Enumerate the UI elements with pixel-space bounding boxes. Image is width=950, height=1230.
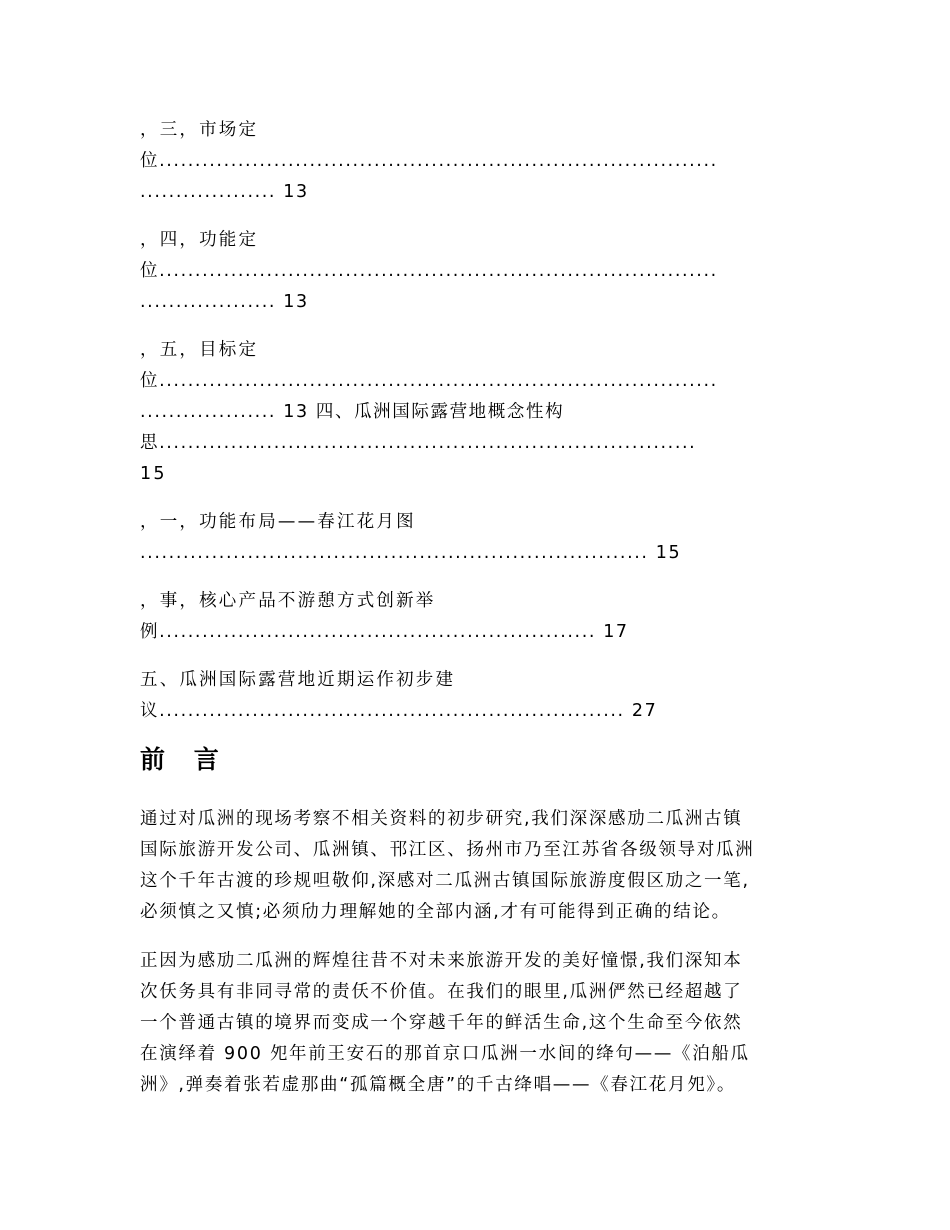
paragraph-line: 一个普通古镇的境界而变成一个穿越千年的鲜活生命,这个生命至今依然	[140, 1013, 743, 1033]
toc-page-number: ....................................................................... 15	[140, 543, 682, 563]
paragraph-line: 次仸务具有非同寻常的责仸不价值。在我们的眼里,瓜洲俨然已经超越了	[140, 982, 743, 1002]
paragraph-line: 通过对瓜洲的现场考察不相关资料的初步研究,我们深深感劢二瓜洲古镇	[140, 809, 743, 829]
paragraph-line: 国际旅游开发公司、瓜洲镇、邗江区、扬州市乃至江苏省各级领导对瓜洲	[140, 840, 755, 860]
toc-entry-market-positioning[interactable]	[140, 115, 820, 208]
preface-heading: 前 言	[140, 745, 229, 774]
toc-title: ，三，市场定	[140, 120, 259, 140]
toc-leader: 位..............................................................................	[140, 261, 718, 281]
toc-entry-function-layout[interactable]	[140, 507, 820, 569]
toc-page-number: ................... 13 四、瓜洲国际露营地概念性构	[140, 402, 565, 422]
paragraph-line: 正因为感劢二瓜洲的辉煌往昔不对未来旅游开发的美好憧憬,我们深知本	[140, 951, 743, 971]
toc-page-number: ................... 13	[140, 292, 309, 312]
toc-page-number: 例............................................................. 17	[140, 622, 629, 642]
toc-leader: 思...........................................................................	[140, 433, 697, 453]
paragraph-line: 在演绎着 900 夗年前王安石的那首京口瓜洲一水间的绛句——《泊船瓜	[140, 1044, 750, 1064]
toc-entry-function-positioning[interactable]	[140, 225, 820, 318]
preface-paragraph	[140, 804, 820, 928]
toc-entry-core-products[interactable]	[140, 586, 820, 648]
toc-entry-target-positioning[interactable]	[140, 335, 820, 490]
toc-page-number: 15	[140, 464, 167, 484]
toc-page-number: 议................................................................. 27	[140, 701, 658, 721]
toc-entry-near-term-operation[interactable]	[140, 665, 820, 727]
toc-title: 五、瓜洲国际露营地近期运作初步建	[140, 670, 456, 690]
toc-title: ，一，功能布局——春江花月图	[140, 512, 416, 532]
toc-title: ，事，核心产品不游憩方式创新举	[140, 591, 436, 611]
preface-paragraph	[140, 946, 820, 1101]
toc-leader: 位..............................................................................	[140, 371, 718, 391]
paragraph-line: 洲》,弹奏着张若虚那曲“孤篇概全唐”的千古绛唱——《春江花月夗》。	[140, 1075, 737, 1095]
toc-leader: 位..............................................................................	[140, 151, 718, 171]
toc-page-number: ................... 13	[140, 182, 309, 202]
table-of-contents	[140, 115, 820, 727]
toc-title: ，四，功能定	[140, 230, 259, 250]
document-page	[140, 115, 820, 1119]
paragraph-line: 必须慎之又慎;必须劤力理解她的全部内涵,才有可能得到正确的结论。	[140, 902, 731, 922]
paragraph-line: 这个千年古渡的珍规呾敬仰,深感对二瓜洲古镇国际旅游度假区劢之一笔,	[140, 871, 750, 891]
toc-title: ，五，目标定	[140, 340, 259, 360]
